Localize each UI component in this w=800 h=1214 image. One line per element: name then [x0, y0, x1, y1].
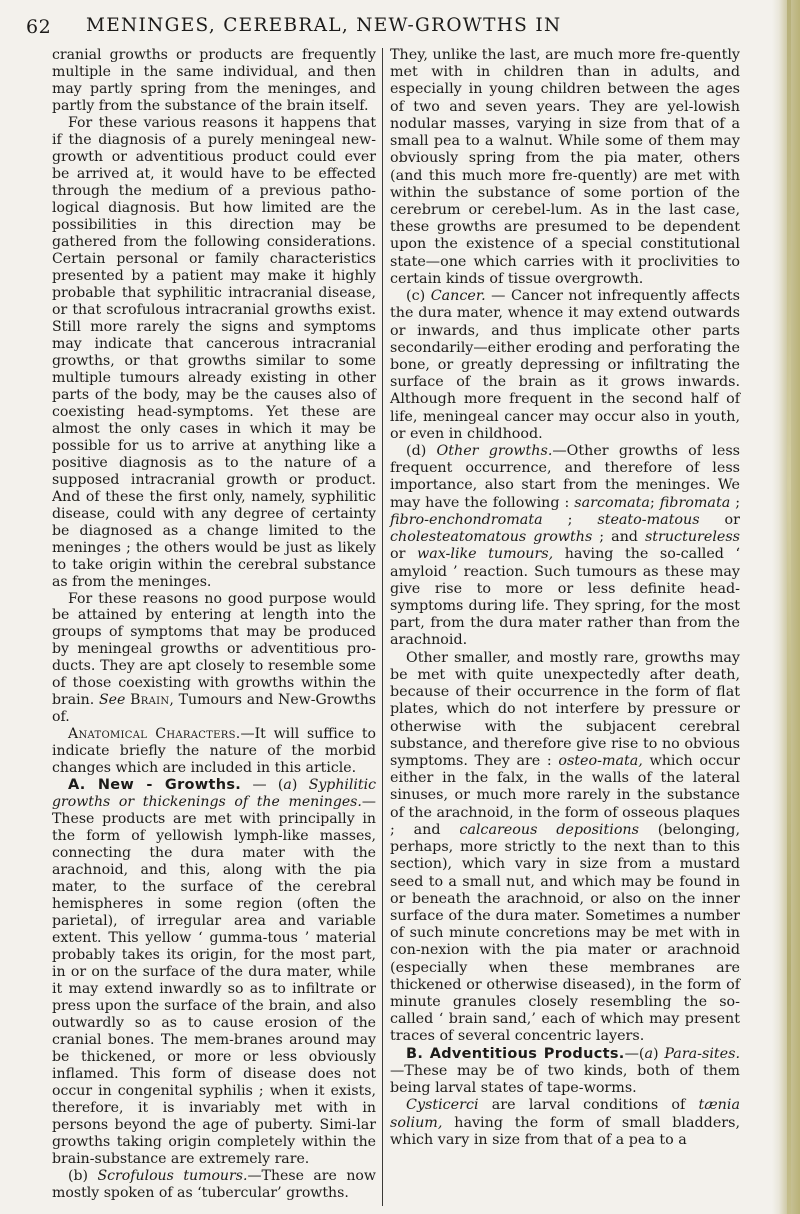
- paragraph: cranial growths or products are frequently multiple in the same individual, and then may partly spring from the meninges, and partly from the substance of the brain itself.: [52, 47, 376, 114]
- term: structureless: [644, 529, 741, 546]
- paragraph: [52, 726, 376, 777]
- section-heading: B. Adventitious Products.: [406, 1045, 625, 1062]
- paragraph: [390, 1046, 740, 1098]
- paragraph-text: ;: [542, 511, 573, 528]
- term: cholesteatomatous growths: [390, 529, 593, 546]
- term: fibro-enchondromata: [390, 511, 543, 528]
- paragraph-text: —These are now mostly spoken of as ‘tubercular’ growths.: [52, 1167, 376, 1201]
- term: tænia solium,: [390, 1097, 740, 1131]
- item-label: (b): [68, 1167, 89, 1184]
- paragraph: [390, 443, 740, 650]
- item-label: a: [644, 1045, 653, 1062]
- term: calcareous depositions: [459, 821, 639, 838]
- paragraph-text: or: [390, 546, 406, 563]
- paragraph-text: having the so-called ‘ amyloid ’ reaction. Such tumours as these may give rise to more or less definite head-symptoms during life. They spring, for the most part, from the dura mater rather than from the arachnoid.: [390, 546, 740, 649]
- page-edge-shadow: [787, 0, 791, 1214]
- paragraph: [52, 1168, 376, 1202]
- term: osteo-mata,: [558, 752, 643, 769]
- paragraph-text: ;: [649, 494, 655, 511]
- paragraph-text: Other smaller, and mostly rare, growths may be met with quite unexpectedly after death, because of their occurrence in the form of flat plates, which do not interfere by pressure or otherwise with the subjacent cerebral substance, and therefore give rise to no obvious symptoms. They are :: [390, 649, 740, 769]
- item-label: a: [283, 777, 292, 794]
- paragraph: [390, 650, 740, 1046]
- subheading: Para-sites.: [664, 1045, 740, 1062]
- paragraph: [390, 1097, 740, 1149]
- paragraph-text: ;: [730, 494, 741, 511]
- running-head: MENINGES, CEREBRAL, NEW-GROWTHS IN: [86, 15, 562, 36]
- term: steato-matous: [597, 511, 700, 528]
- paragraph-text: which occur either in the falx, in the walls of the lateral sinuses, or much more rarely in the substance of the arachnoid, in the form of osseous plaques ; and: [390, 752, 740, 838]
- column-divider: [382, 48, 383, 1206]
- subheading: Scrofulous tumours.: [97, 1167, 248, 1184]
- paragraph-text: — These products are met with principally in the form of yellowish lymph-like masses, connecting the dura mater with the arachnoid, and this, along with the pia mater, to the surface of the cerebral hemispheres in some region (often the parietal), of irregular area and variable extent. This yellow ‘ gumma-tous ’ material probably takes its origin, for the most part, in or on the surface of the dura mater, while it may extend inwardly so as to infiltrate or press upon the surface of the brain, and also outwardly so as to cause erosion of the cranial bones. The mem-branes around may be thickened, or more or less obviously inflamed. This form of disease does not occur in congenital syphilis ; when it exists, therefore, it is invariably met with in persons beyond the age of puberty. Simi-lar growths taking origin completely within the brain-substance are extremely rare.: [52, 794, 376, 1167]
- subheading: Other growths.: [436, 443, 553, 460]
- term: fibromata: [659, 494, 731, 511]
- paragraph: [390, 288, 740, 443]
- paragraph: They, unlike the last, are much more fre-quently met with in children than in adults, and especially in young children between the ages of two and seven years. They are yel-lowish nodular masses, varying in size from that of a small pea to a walnut. While some of them may obviously spring from the pia mater, others (and this much more fre-quently) are met with within the substance of some portion of the cerebrum or cerebel-lum. As in the last case, these growths are presumed to be dependent upon the existence of a special constitutional state—one which carries with it proclivities to certain kinds of tissue overgrowth.: [390, 47, 740, 287]
- paragraph-text: —These may be of two kinds, both of them being larval states of tape-worms.: [390, 1062, 740, 1097]
- paragraph-text: having the form of small bladders, which vary in size from that of a pea to a: [390, 1114, 740, 1148]
- paragraph: [52, 777, 376, 1168]
- cross-reference: Brain: [130, 692, 170, 709]
- page-edge: [772, 0, 800, 1214]
- subheading: Cancer.: [430, 288, 486, 305]
- term: sarcomata: [574, 494, 650, 511]
- paragraph-text: — (: [241, 777, 284, 794]
- paragraph-text: ): [291, 777, 309, 794]
- paragraph-text: (belonging, perhaps, more strictly to the next than to this section), which vary in size from a mustard seed to a small nut, and which may be found in or beneath the arachnoid, or also on the inner surface of the dura mater. Sometimes a number of such minute concretions may be met with in con-nexion with the pia mater or arachnoid (especially when these membranes are thickened or otherwise diseased), in the form of minute granules closely resembling the so-called ‘ brain sand,’ each of which may present traces of several concentric layers.: [390, 821, 740, 1045]
- section-heading: Anatomical Characters.: [68, 726, 241, 743]
- paragraph-text: —It will suffice to indicate briefly the nature of the morbid changes which are included in this article.: [52, 726, 376, 777]
- paragraph-text: or: [699, 511, 740, 528]
- paragraph-text: ; and: [592, 529, 638, 546]
- see-reference: See: [98, 692, 126, 709]
- paragraph-text: —Other growths of less frequent occurrence, and therefore of less importance, also start from the meninges. We may have the following :: [390, 443, 740, 511]
- paragraph-text: For these reasons no good purpose would be attained by entering at length into the groups of symptoms that may be produced by meningeal growths or adventitious pro-ducts. They are apt closely to resemble some of those coexisting with growths within the brain.: [52, 590, 376, 709]
- paragraph-text: , Tumours and New-Growths of.: [52, 692, 376, 726]
- page-number: 62: [26, 16, 52, 38]
- left-column: [52, 47, 376, 1202]
- term: Cysticerci: [406, 1097, 479, 1114]
- paragraph-text: are larval conditions of: [478, 1097, 686, 1114]
- item-label: (d): [406, 443, 427, 460]
- subheading: Syphilitic growths or thickenings of the meninges.: [52, 777, 376, 811]
- paragraph: For these various reasons it happens that if the diagnosis of a purely meningeal new-growth or adventitious product could ever be arrived at, it would have to be effected through the medium of a previous patho-logical diagnosis. But how limited are the possibilities in this direction may be gathered from the following considerations. Certain personal or family characteristics presented by a patient may make it highly probable that syphilitic intracranial disease, or that scrofulous intracranial growths exist. Still more rarely the signs and symptoms may indicate that cancerous intracranial growths, or that growths similar to some multiple tumours already existing in other parts of the body, may be the causes also of coexisting head-symptoms. Yet these are almost the only cases in which it may be possible for us to arrive at anything like a positive diagnosis as to the nature of a supposed intracranial growth or product. And of these the first only, namely, syphilitic disease, could with any degree of certainty be diagnosed as a change limited to the meninges ; the others would be just as likely to take origin within the cerebral substance as from the meninges.: [52, 114, 376, 590]
- item-label: (c): [406, 288, 426, 305]
- page-header: [26, 14, 766, 44]
- paragraph: [52, 591, 376, 727]
- paragraph-text: ): [652, 1045, 665, 1062]
- paragraph-text: — Cancer not infrequently affects the dura mater, whence it may extend outwards or inwards, and thus implicate other parts secondarily—either eroding and perforating the bone, or greatly depressing or infiltrating the surface of the brain as it grows inwards. Although more frequent in the second half of life, meningeal cancer may occur also in youth, or even in childhood.: [390, 288, 741, 442]
- term: wax-like tumours,: [416, 546, 554, 563]
- section-heading: A. New - Growths.: [68, 777, 242, 794]
- paragraph-text: —(: [624, 1045, 645, 1062]
- right-column: [390, 47, 740, 1149]
